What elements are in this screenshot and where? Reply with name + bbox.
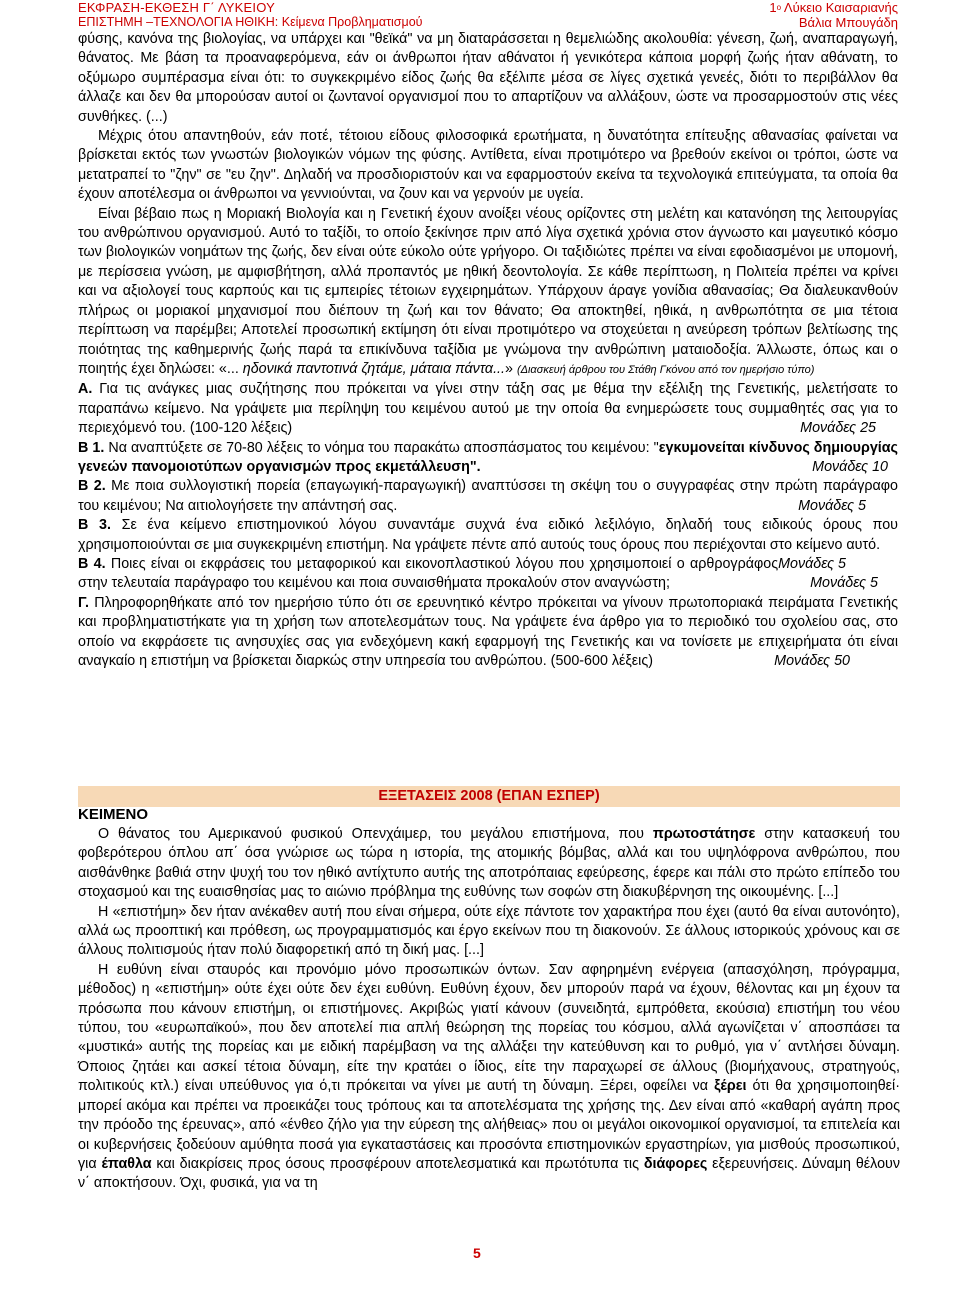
question-b1-quote: εγκυμονείται κίνδυνος δημιουργίας γενεών πανομοιοτύπων οργανισμών προς εκμετάλλευση". xyxy=(78,439,898,475)
course-title: ΕΚΦΡΑΣΗ-ΕΚΘΕΣΗ Γ΄ ΛΥΚΕΙΟΥ xyxy=(78,0,275,15)
school-name: $1^o$ Λύκειο Καισαριανής xyxy=(769,0,898,15)
question-a-label: Α. xyxy=(78,381,93,398)
question-b3: Β 3. Σε ένα κείμενο επιστημονικού λόγου συναντάμε συχνά ένα ειδικό λεξιλόγιο, δηλαδή τους ειδικούς όρους που χρησιμοποιούνται σε μια συγκεκριμένη επιστήμη. Να γράψετε πέντε από αυτούς τους όρους που περιέχονται στο κείμενο αυτό. Μονάδες 5 xyxy=(78,516,898,555)
page-number: 5 xyxy=(473,1245,481,1261)
poet-quote: ηδονικά παντοτινά ζητάμε, μάταια πάντα... xyxy=(238,360,505,377)
question-b2: Β 2. Με ποια συλλογιστική πορεία (επαγωγική-παραγωγική) αναπτύσσει τη σκέψη του ο συγγραφέας στην πρώτη παράγραφο του κειμένου; Να αιτιολογήσετε την απάντησή σας. Μονάδες 5 xyxy=(78,477,898,516)
question-b1-label: Β 1. xyxy=(78,439,105,456)
source-note: (Διασκευή άρθρου του Στάθη Γκόνου από τον ημερήσιο τύπο) xyxy=(516,363,815,376)
exam-paragraph-1: Ο θάνατος του Αμερικανού φυσικού Οπενχάιμερ, του μεγάλου επιστήμονα, που πρωτοστάτησε στην κατασκευή του φοβερότερου όπλου απ΄ όσα γνώρισε ως τώρα η ιστορία, της ατομικής βόμβας, αλλά και του υψηλόφρονα ανθρώπου, που αισθάνθηκε βαθιά στην ψυχή του τον ηθικό αντίχτυπο αυτής της αποτρόπαιας εφεύρεσης, έφερε και πάλι στο πρώτο επίπεδο του στοχασμού και της ευαισθησίας μας το αιώνιο πρόβλημα της ευθύνης των σοφών στη διακυβέρνηση της οικουμένης. [...] xyxy=(78,826,900,901)
header-right xyxy=(769,0,898,30)
header-left xyxy=(78,0,423,30)
question-b1-marks: Μονάδες 10 xyxy=(812,458,888,475)
question-g-marks: Μονάδες 50 xyxy=(774,653,850,669)
question-b4-marks: Μονάδες 5 xyxy=(810,575,878,592)
question-b2-label: Β 2. xyxy=(78,478,106,495)
paragraph-2: Μέχρις ότου απαντηθούν, εάν ποτέ, τέτοιου είδους φιλοσοφικά ερωτήματα, η δυνατότητα επίτευξης αθανασίας φαίνεται να βρίσκεται εκτός των γνωστών βιολογικών νόμων της φύσης. Αντίθετα, είναι προτιμότερο να βρεθούν εκείνοι οι τρόποι, ώστε να μετατραπεί το "ζην" σε "ευ ζην". Δηλαδή να προσδιοριστούν και να εφαρμοστούν εκείνα τα τεχνολογικά επιτεύγματα, τα οποία θα έχουν αποτέλεσμα οι άνθρωποι να γεννιούνται, να ζουν και να γερνούν με υγεία. xyxy=(78,128,898,203)
exam-paragraph-2: Η «επιστήμη» δεν ήταν ανέκαθεν αυτή που είναι σήμερα, ούτε είχε πάντοτε τον χαρακτήρα που έχει (αυτό θα είναι αυτονόητο), αλλά ως προοπτική και πρόθεση, ως προγραμματισμός και έργο εκείνων που τη διακονούν. Σε άλλους ιστορικούς χρόνους και σε άλλους πολιτισμούς ήταν πολύ διαφορετική από τη δική μας. [...] xyxy=(78,903,900,959)
question-b3-marks: Μονάδες 5 xyxy=(778,555,846,572)
question-b4-label: Β 4. xyxy=(78,555,106,572)
question-a-marks: Μονάδες 25 xyxy=(800,420,876,437)
question-g: Γ. Πληροφορηθήκατε από τον ημερήσιο τύπο ότι σε ερευνητικό κέντρο πρόκειται να γίνουν πρωτοποριακά πειράματα Γενετικής και προβληματιστήκατε για τη χρήση των αποτελεσμάτων τους. Να γράψετε ένα άρθρο για το περιοδικό του σχολείου σας, στο οποίο να εκφράσετε τις ανησυχίες σας για ενδεχόμενη κακή εφαρμογή της Γενετικής και να τονίσετε με επιχειρήματα ότι είναι αναγκαίο η επιστήμη να βρίσκεται διαρκώς στην υπηρεσία του ανθρώπου. (500-600 λέξεις) Μονάδες 50 xyxy=(78,594,898,672)
exam-title-bar: ΕΞΕΤΑΣΕΙΣ 2008 (ΕΠΑΝ ΕΣΠΕΡ) xyxy=(78,786,900,807)
paragraph-3: Είναι βέβαιο πως η Μοριακή Βιολογία και η Γενετική έχουν ανοίξει νέους ορίζοντες στη μελέτη και κατανόηση της λειτουργίας του ανθρώπινου οργανισμού. Αυτό το ταξίδι, το οποίο ξεκίνησε πριν από λίγα σχετικά χρόνια στον άγνωστο και μαγευτικό κόσμο των βιολογικών νοημάτων της ζωής, δεν είναι ούτε εύκολο ούτε γρήγορο. Οι ταξιδιώτες πρέπει να είναι εφοδιασμένοι με υπομονή, με περίσσεια γνώση, με αμφισβήτηση, αλλά προπαντός με ηθική δεοντολογία. Σε κάθε περίπτωση, η Πολιτεία πρέπει να κρίνει και να αξιολογεί τους καρπούς και τις εμπειρίες τέτοιων εγχειρημάτων. Υπάρχουν άραγε γονίδια αθανασίας; Θα διαλευκανθούν πλήρως οι μοριακοί μηχανισμοί που διέπουν τη ζωή και τον θάνατο; Θα αποκτηθεί, ηθικά, η ανθρωπότητα σε μια τέτοια περίπτωση να παρέμβει; Αποτελεί προσωπική εκτίμηση ότι είναι προτιμότερο να στοχεύεται η ανεύρεση τρόπων βελτίωσης της ποιότητας της καθημερινής ζωής παρά τα επικίνδυνα ταξίδια με γνώμονα την ανθρώπινη ματαιοδοξία. Άλλωστε, όπως και ο ποιητής έχει δηλώσει: «... ηδονικά παντοτινά ζητάμε, μάταια πάντα...» (Διασκευή άρθρου του Στάθη Γκόνου από τον ημερήσιο τύπο) xyxy=(78,205,898,377)
question-a: Α. Για τις ανάγκες μιας συζήτησης που πρόκειται να γίνει στην τάξη σας με θέμα την εξέλιξη της Γενετικής, μελετήσατε το παραπάνω κείμενο. Να γράψετε μια περίληψη του κειμένου αυτού με την οποία θα ενημερώσετε τους συμμαθητές σας για το περιεχόμενό του. (100-120 λέξεις) Μονάδες 25 xyxy=(78,380,898,438)
emphasis-word: έπαθλα xyxy=(101,1155,152,1172)
emphasis-word: διάφορες xyxy=(643,1155,708,1172)
paragraph-1: φύσης, κανόνα της βιολογίας, να υπάρχει και "θεϊκά" να μη διαταράσσεται η θεμελιώδης ακολουθία: γένεση, ζωή, αναπαραγωγή, θάνατος. Με βάση τα προαναφερόμενα, εάν οι άνθρωποι ήταν αθάνατοι ή γενικότερα κάποια μορφή ζωής ήταν αθάνατη, το οξύμωρο συμπέρασμα είναι ότι: το συγκεκριμένο είδος ζωής θα εξέλιπε μέσα σε λίγες σχετικά γενεές, διότι το περιβάλλον θα άλλαζε και δεν θα μπορούσαν αυτοί οι ζωντανοί οργανισμοί που το απαρτίζουν να αλλάξουν, ώστε να προσαρμοστούν στις νέες συνθήκες. (...) xyxy=(78,31,898,125)
article-section xyxy=(78,30,898,671)
emphasis-word: ξέρει xyxy=(714,1078,747,1095)
question-g-label: Γ. xyxy=(78,594,89,611)
question-b4: Β 4. Ποιες είναι οι εκφράσεις του μεταφορικού και εικονοπλαστικού λόγου που χρησιμοποιεί ο αρθρογράφος στην τελευταία παράγραφο του κειμένου και ποια συναισθήματα προκαλούν στον αναγνώστη; Μονάδες 5 xyxy=(78,555,898,594)
page-header xyxy=(78,0,898,30)
emphasis-word: πρωτοστάτησε xyxy=(652,826,756,842)
question-b2-marks: Μονάδες 5 xyxy=(798,497,866,514)
exam-paragraph-3: Η ευθύνη είναι σταυρός και προνόμιο μόνο προσωπικών όντων. Σαν αφηρημένη ενέργεια (απασχόληση, πρόγραμμα, μέθοδος) η «επιστήμη» ούτε έχει ούτε δεν έχει ευθύνη. Ευθύνη έχουν, δεν μπορούν παρά να έχουν, θέλοντας και μη έχουν τα πρόσωπα που κάνουν επιστήμη, οι επιστήμονες. Ακριβώς γιατί κάνουν (συνειδητά, εμπρόθετα, εκούσια) επιστήμη του νέου τύπου, του «ευρωπαϊκού», που δεν αποτελεί πια απλή θεώρηση της πορείας του κόσμου, αλλά αγωνίζεται ν΄ αποσπάσει τα «μυστικά» αυτής της πορείας και με ειδική παρέμβαση να της αλλάξει την κατεύθυνση και το ρυθμό, για ν΄ αντλήσει δύναμη. Όποιος ζητάει και ασκεί τέτοια δύναμη, είτε την κρατάει ο ίδιος, είτε την παραχωρεί σε άλλους (βιομήχανους, στρατηγούς, πολιτικούς κτλ.) είναι υπεύθυνος για ό,τι πρόκειται να γίνει με αυτή τη δύναμη. Ξέρει, οφείλει να ξέρει ότι θα χρησιμοποιηθεί· μπορεί ακόμα και πρέπει να προεικάζει τους τρόπους και τα αποτελέσματα της χρήσης της. Δεν είναι από «καθαρή αγάπη προς την πρόοδο της έρευνας», από «ένθεο ζήλο για την εύρεση της αλήθειας» που οι μεγάλοι οικονομικοί οργανισμοί, τα επιτελεία και οι κυβερνήσεις ξοδεύουν αμύθητα ποσά για εγκαταστάσεις και προσόντα επιστημονικών εργαστηρίων, για μισθούς προσωπικού, για έπαθλα και διακρίσεις προς όσους προσφέρουν αποτελεσματικά και πρωτότυπα τις διάφορες εξερευνήσεις. Δύναμη θέλουν ν΄ αποκτήσουν. Όχι, φυσικά, για να τη xyxy=(78,961,901,1192)
question-b1: Β 1. Να αναπτύξετε σε 70-80 λέξεις το νόημα του παρακάτω αποσπάσματος του κειμένου: "εγκυμονείται κίνδυνος δημιουργίας γενεών πανομοιοτύπων οργανισμών προς εκμετάλλευση". Μονάδες 10 xyxy=(78,439,898,478)
unit-title: ΕΠΙΣΤΗΜΗ –ΤΕΧΝΟΛΟΓΙΑ ΗΘΙΚΗ: Κείμενα Προβληματισμού xyxy=(78,15,423,29)
question-b3-label: Β 3. xyxy=(78,517,111,534)
keimeno-label: ΚΕΙΜΕΝΟ xyxy=(78,806,149,823)
author-name: Βάλια Μπουγάδη xyxy=(798,15,898,30)
exam-text-section xyxy=(78,825,900,1194)
